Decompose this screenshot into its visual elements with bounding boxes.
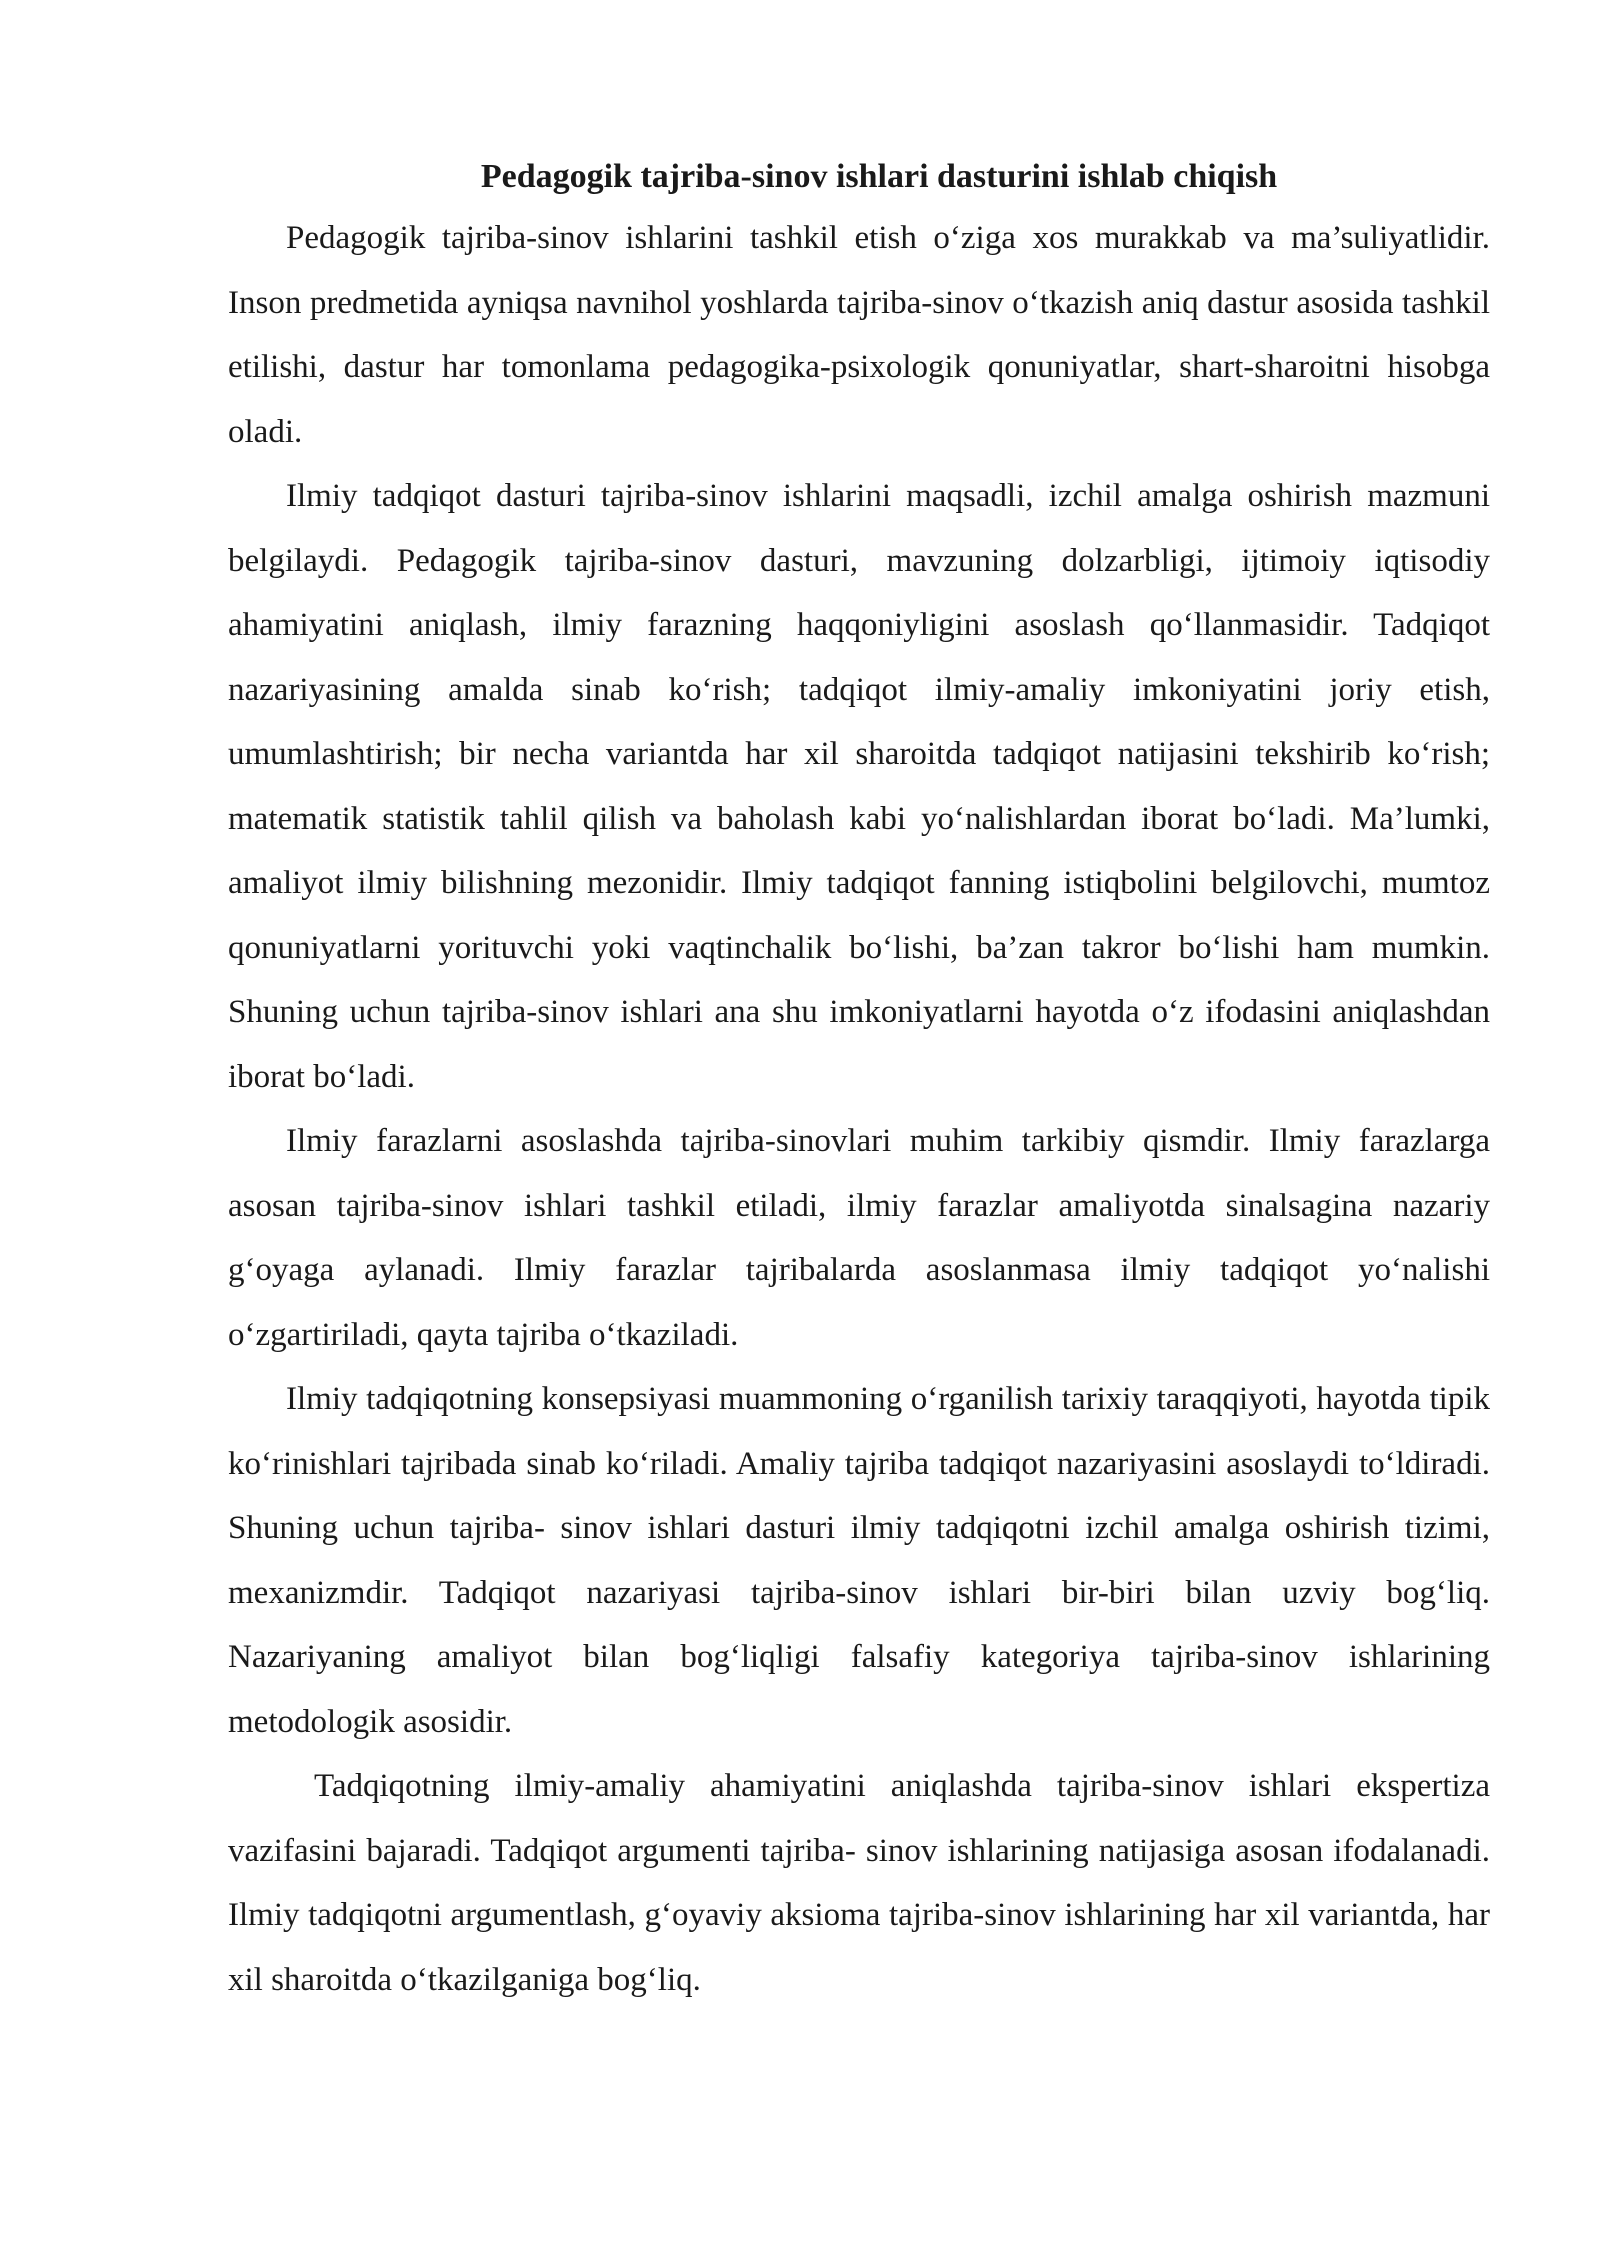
paragraph-4: Ilmiy tadqiqotning konsepsiyasi muammoning o‘rganilish tarixiy taraqqiyoti, hayotda tipik ko‘rinishlari tajribada sinab ko‘riladi. Amaliy tajriba tadqiqot nazariyasini asoslaydi to‘ldiradi. Shuning uchun tajriba- sinov ishlari dasturi ilmiy tadqiqotni izchil amalga oshirish tizimi, mexanizmdir. Tadqiqot nazariyasi tajriba-sinov ishlari bir-biri bilan uzviy bog‘liq. Nazariyaning amaliyot bilan bog‘liqligi falsafiy kategoriya tajriba-sinov ishlarining metodologik asosidir. [228,1381,1490,1740]
document-body [228,148,1490,2012]
paragraph-5: Tadqiqotning ilmiy-amaliy ahamiyatini aniqlashda tajriba-sinov ishlari ekspertiza vazifasini bajaradi. Tadqiqot argumenti tajriba- sinov ishlarining natijasiga asosan ifodalanadi. Ilmiy tadqiqotni argumentlash, g‘oyaviy aksioma tajriba-sinov ishlarining har xil variantda, har xil sharoitda o‘tkazilganiga bog‘liq. [228,1768,1490,1998]
document-title: Pedagogik tajriba-sinov ishlari dasturini ishlab chiqish [480,158,1278,195]
paragraph-2: Ilmiy tadqiqot dasturi tajriba-sinov ishlarini maqsadli, izchil amalga oshirish mazmuni belgilaydi. Pedagogik tajriba-sinov dasturi, mavzuning dolzarbligi, ijtimoiy iqtisodiy ahamiyatini aniqlash, ilmiy farazning haqqoniyligini asoslash qo‘llanmasidir. Tadqiqot nazariyasining amalda sinab ko‘rish; tadqiqot ilmiy-amaliy imkoniyatini joriy etish, umumlashtirish; bir necha variantda har xil sharoitda tadqiqot natijasini tekshirib ko‘rish; matematik statistik tahlil qilish va baholash kabi yo‘nalishlardan iborat bo‘ladi. Ma’lumki, amaliyot ilmiy bilishning mezonidir. Ilmiy tadqiqot fanning istiqbolini belgilovchi, mumtoz qonuniyatlarni yorituvchi yoki vaqtinchalik bo‘lishi, ba’zan takror bo‘lishi ham mumkin. Shuning uchun tajriba-sinov ishlari ana shu imkoniyatlarni hayotda o‘z ifodasini aniqlashdan iborat bo‘ladi. [228,478,1490,1095]
paragraph-3: Ilmiy farazlarni asoslashda tajriba-sinovlari muhim tarkibiy qismdir. Ilmiy farazlarga asosan tajriba-sinov ishlari tashkil etiladi, ilmiy farazlar amaliyotda sinalsagina nazariy g‘oyaga aylanadi. Ilmiy farazlar tajribalarda asoslanmasa ilmiy tadqiqot yo‘nalishi o‘zgartiriladi, qayta tajriba o‘tkaziladi. [228,1123,1490,1353]
paragraph-1: Pedagogik tajriba-sinov ishlarini tashkil etish o‘ziga xos murakkab va ma’suliyatlidir. Inson predmetida ayniqsa navnihol yoshlarda tajriba-sinov o‘tkazish aniq dastur asosida tashkil etilishi, dastur har tomonlama pedagogika-psixologik qonuniyatlar, shart-sharoitni hisobga oladi. [228,220,1490,450]
